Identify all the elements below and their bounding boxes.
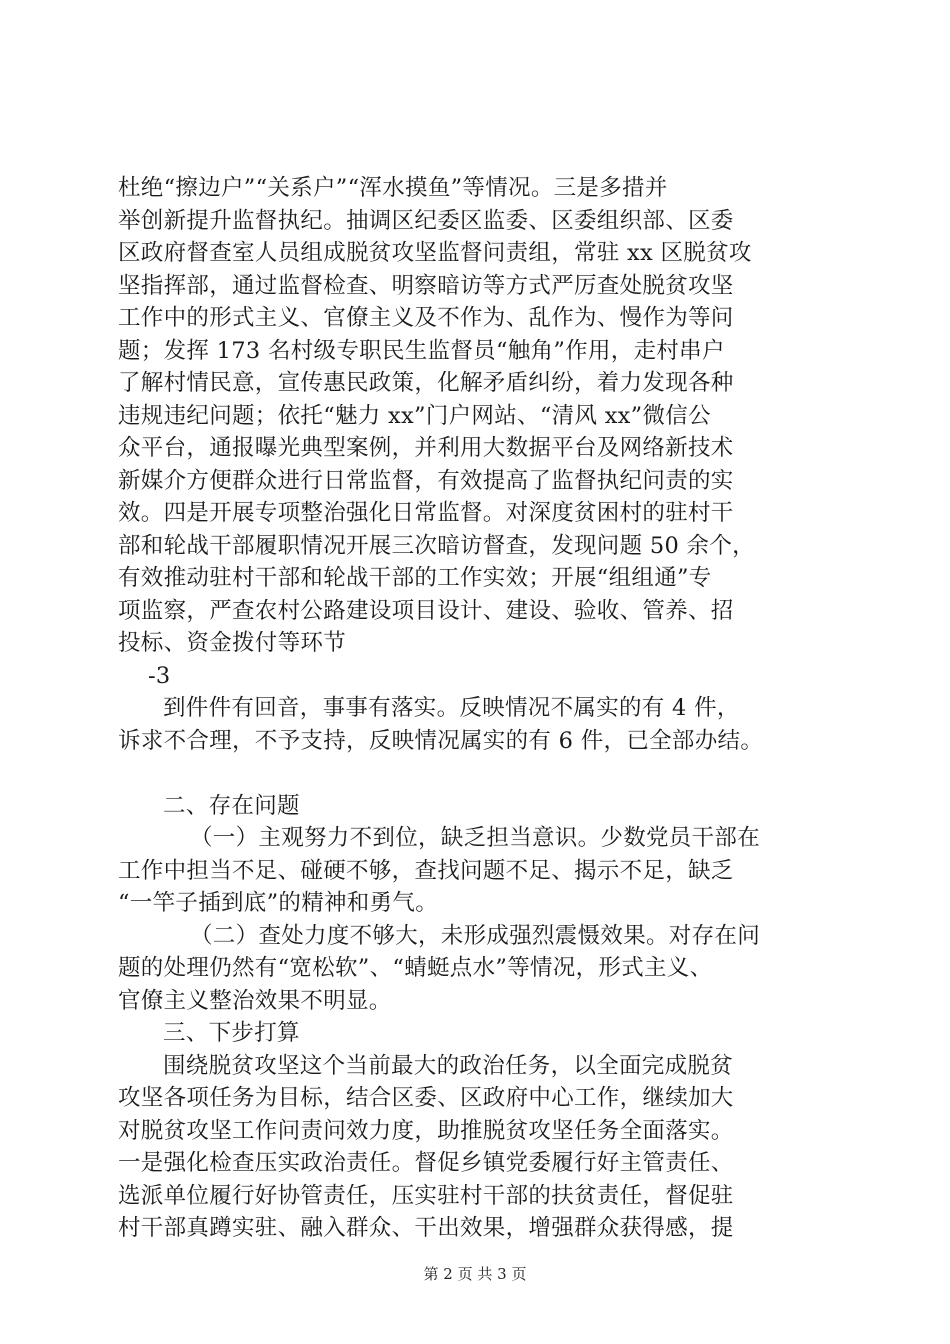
text-line: 了解村情民意，宣传惠民政策，化解矛盾纠纷，着力发现各种 — [118, 370, 734, 396]
text-line: 众平台，通报曝光典型案例，并利用大数据平台及网络新技术 — [118, 435, 734, 461]
subsection-heading-1: （一）主观努力不到位，缺乏担当意识。少数党员干部在 — [190, 825, 761, 851]
text-line: 效。四是开展专项整治强化日常监督。对深度贫困村的驻村干 — [118, 500, 734, 526]
text-line: 题；发挥 173 名村级专职民生监督员“触角”作用，走村串户 — [118, 337, 725, 364]
text-line: 坚指挥部，通过监督检查、明察暗访等方式严厉查处脱贫攻坚 — [118, 272, 734, 299]
text-line: 选派单位履行好协管责任，压实驻村干部的扶贫责任，督促驻 — [118, 1182, 734, 1209]
text-line: 举创新提升监督执纪。抽调区纪委区监委、区委组织部、区委 — [118, 207, 734, 234]
document-body — [118, 172, 838, 1245]
text-line: 工作中的形式主义、官僚主义及不作为、乱作为、慢作为等问 — [118, 305, 734, 331]
paragraph-first-line: 到件件有回音，事事有落实。反映情况不属实的有 4 件， — [163, 695, 740, 721]
text-line: 官僚主义整治效果不明显。 — [118, 987, 392, 1014]
text-line: 新媒介方便群众进行日常监督，有效提高了监督执纪问责的实 — [118, 467, 734, 494]
text-line: 一是强化检查压实政治责任。督促乡镇党委履行好主管责任、 — [118, 1150, 734, 1176]
text-line: 村干部真蹲实驻、融入群众、干出效果，增强群众获得感，提 — [118, 1215, 734, 1241]
text-line: 违规违纪问题；依托“魅力 xx”门户网站、“清风 xx”微信公 — [118, 402, 711, 429]
page-footer: 第 2 页 共 3 页 — [423, 1265, 527, 1283]
text-line: 项监察，严查农村公路建设项目设计、建设、验收、管养、招 — [118, 597, 734, 624]
blank-line — [118, 757, 838, 790]
text-line: “一竿子插到底”的精神和勇气。 — [118, 890, 439, 916]
text-line: 攻坚各项任务为目标，结合区委、区政府中心工作，继续加大 — [118, 1085, 734, 1111]
inline-page-number: -3 — [148, 662, 171, 689]
paragraph-first-line: 围绕脱贫攻坚这个当前最大的政治任务，以全面完成脱贫 — [163, 1052, 734, 1079]
text-line: 区政府督查室人员组成脱贫攻坚监督问责组，常驻 xx 区脱贫攻 — [118, 240, 752, 266]
section-heading-plans: 三、下步打算 — [163, 1020, 300, 1046]
text-line: 部和轮战干部履职情况开展三次暗访督查，发现问题 50 余个， — [118, 532, 755, 559]
section-heading-issues: 二、存在问题 — [163, 792, 300, 819]
text-line: 对脱贫攻坚工作问责问效力度，助推脱贫攻坚任务全面落实。 — [118, 1117, 734, 1144]
text-line: 投标、资金拨付等环节 — [118, 630, 347, 656]
text-line: 诉求不合理，不予支持，反映情况属实的有 6 件，已全部办结。 — [118, 727, 764, 754]
text-line: 工作中担当不足、碰硬不够，查找问题不足、揭示不足，缺乏 — [118, 857, 734, 884]
subsection-heading-2: （二）查处力度不够大，未形成强烈震慑效果。对存在问 — [190, 922, 761, 949]
text-line: 杜绝“擦边户”“关系户”“浑水摸鱼”等情况。三是多措并 — [118, 175, 668, 201]
text-line: 有效推动驻村干部和轮战干部的工作实效；开展“组组通”专 — [118, 565, 712, 591]
text-line: 题的处理仍然有“宽松软”、“蜻蜓点水”等情况，形式主义、 — [118, 955, 713, 981]
